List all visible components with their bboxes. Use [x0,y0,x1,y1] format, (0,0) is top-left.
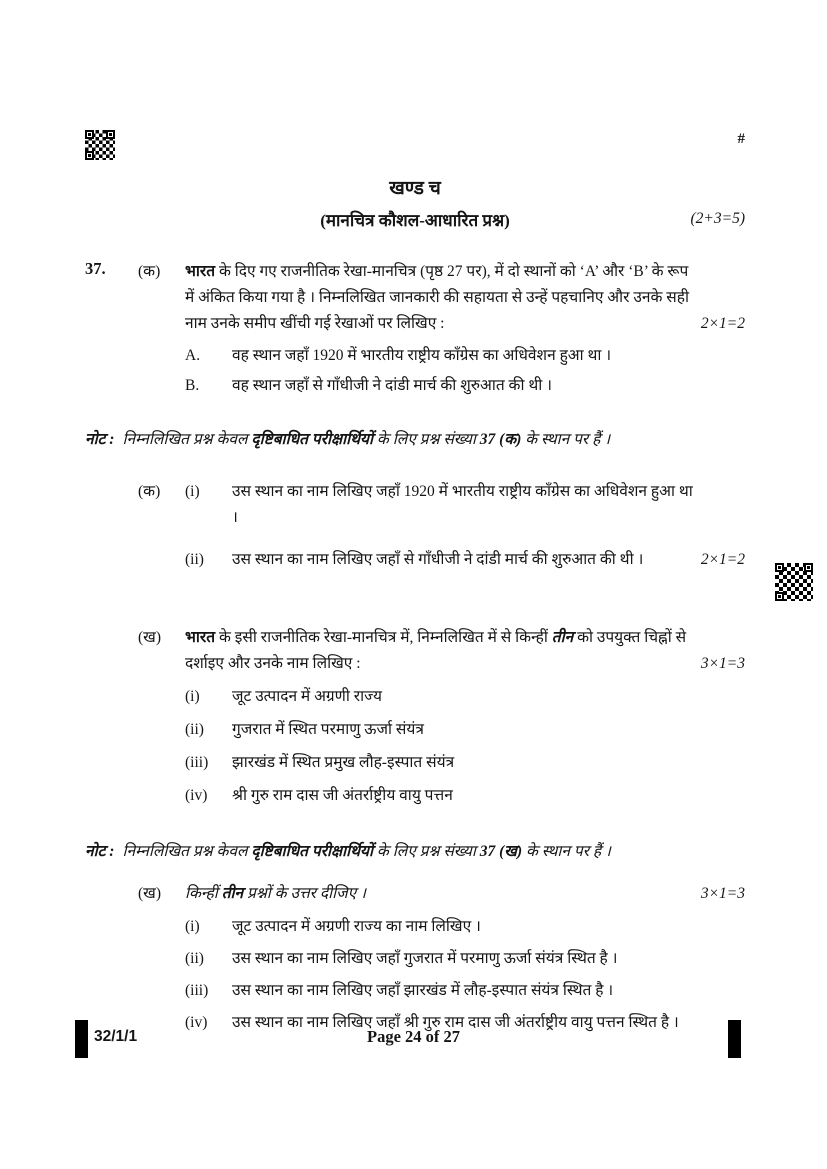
part-b-alt-marks: 3×1=3 [700,885,745,902]
part-b-text-1: के इसी राजनीतिक रेखा-मानचित्र में, निम्नलिखित में से किन्हीं [215,629,552,646]
item-A-text: वह स्थान जहाँ 1920 में भारतीय राष्ट्रीय काँग्रेस का अधिवेशन हुआ था । [232,347,612,364]
section-title: खण्ड च [389,178,441,199]
part-a-text-bold: भारत [185,263,216,280]
part-a-text-rest: के दिए गए राजनीतिक रेखा-मानचित्र (पृष्ठ 27 पर), में दो स्थानों को ‘A’ और ‘B’ के रूप में अंकित किया गया है । निम्नलिखित जानकारी की सहायता से उन्हें पहचानिए और उनके सही नाम उनके समीप खींची गई रेखाओं पर लिखिए : [185,263,689,332]
note-visually-impaired-a [85,427,745,453]
alt-item-ii-label: (ii) [185,551,204,568]
b-item-iv [185,783,693,809]
question-37a-items [85,343,745,399]
b-alt-item-i [185,914,693,940]
page-number: Page 24 of 27 [366,1027,461,1046]
note-text-1: निम्नलिखित प्रश्न केवल [122,431,252,448]
part-b-alt-lead-2: प्रश्नों के उत्तर दीजिए । [243,885,366,902]
note-bold-2: 37 (क) [479,431,522,448]
part-b-alt-lead [185,881,693,907]
part-a-alt-marks: 2×1=2 [700,551,745,568]
b-item-ii [185,717,693,743]
part-b-text-bold: भारत [185,629,216,646]
item-B-text: वह स्थान जहाँ से गाँधीजी ने दांडी मार्च की शुरुआत की थी । [232,377,553,394]
b-item-i-text: जूट उत्पादन में अग्रणी राज्य [232,688,382,705]
part-a-alt-label: (क) [138,483,161,500]
b-item-i-label: (i) [185,688,200,705]
question-37b-items [85,684,745,809]
part-b-alt-lead-teen: तीन [221,885,244,902]
b-item-iii-label: (iii) [185,754,209,771]
question-37a-alt [85,479,745,573]
paper-code: 32/1/1 [94,1028,138,1045]
qr-code-top-left [85,130,115,160]
b-item-i [185,684,693,710]
item-B-label: B. [185,377,200,394]
item-A [185,343,693,369]
b-item-iii-text: झारखंड में स्थित प्रमुख लौह-इस्पात संयंत्र [232,754,455,771]
footer-right-bar [728,1020,741,1058]
b-alt-item-ii [185,946,693,972]
b-item-ii-text: गुजरात में स्थित परमाणु ऊर्जा संयंत्र [232,721,424,738]
part-b-marks: 3×1=3 [700,655,745,672]
question-37a [85,259,745,337]
part-b-text-teen: तीन [551,629,574,646]
note-label: नोट : [85,431,115,448]
b-alt-item-i-text: जूट उत्पादन में अग्रणी राज्य का नाम लिखिए । [232,918,481,935]
b-alt-item-iii [185,978,693,1004]
note-text-3: के स्थान पर हैं । [521,431,611,448]
part-b-alt-lead-1: किन्हीं [185,885,222,902]
part-b-text [185,625,693,677]
note-text-1: निम्नलिखित प्रश्न केवल [122,843,252,860]
page-top-bar [85,130,745,162]
alt-item-ii-text: उस स्थान का नाम लिखिए जहाँ से गाँधीजी ने दांडी मार्च की शुरुआत की थी । [232,551,644,568]
note-label: नोट : [85,843,115,860]
note-bold-2: 37 (ख) [479,843,523,860]
note-bold-1: दृष्टिबाधित परीक्षार्थियों [251,431,374,448]
alt-item-i-label: (i) [185,483,200,500]
page-hash-mark: # [737,131,745,147]
b-alt-item-iii-text: उस स्थान का नाम लिखिए जहाँ झारखंड में लौह-इस्पात संयंत्र स्थित है । [232,982,614,999]
section-subtitle: (मानचित्र कौशल-आधारित प्रश्न) [320,211,510,230]
b-item-iv-text: श्री गुरु राम दास जी अंतर्राष्ट्रीय वायु पत्तन [232,787,453,804]
alt-item-i [185,479,693,531]
part-a-marks: 2×1=2 [700,315,745,332]
question-number: 37. [85,259,106,278]
b-item-iii [185,750,693,776]
item-B [185,373,693,399]
b-item-iv-label: (iv) [185,787,208,804]
note-text-2: के लिए प्रश्न संख्या [373,431,480,448]
part-b-alt-label: (ख) [138,885,162,902]
section-subtitle-row [85,208,745,231]
b-alt-item-ii-text: उस स्थान का नाम लिखिए जहाँ गुजरात में परमाणु ऊर्जा संयंत्र स्थित है । [232,950,618,967]
section-marks: (2+3=5) [690,210,745,227]
part-b-text-2: को उपयुक्त चिह्नों से दर्शाइए और उनके नाम लिखिए : [185,629,687,672]
note-text-3: के स्थान पर हैं । [522,843,611,860]
b-alt-item-iii-label: (iii) [185,982,209,999]
note-bold-1: दृष्टिबाधित परीक्षार्थियों [251,843,374,860]
note-visually-impaired-b [85,839,745,865]
part-a-text [185,259,693,337]
alt-item-i-text: उस स्थान का नाम लिखिए जहाँ 1920 में भारतीय राष्ट्रीय काँग्रेस का अधिवेशन हुआ था । [232,483,693,526]
b-alt-item-iv-text: उस स्थान का नाम लिखिए जहाँ श्री गुरु राम दास जी अंतर्राष्ट्रीय वायु पत्तन स्थित है । [232,1014,679,1031]
b-alt-item-iv-label: (iv) [185,1014,208,1031]
qr-code-right [775,563,813,601]
part-b-label: (ख) [138,629,162,646]
page-content [85,0,745,1036]
b-item-ii-label: (ii) [185,721,204,738]
question-37b-alt [85,881,745,907]
b-alt-item-ii-label: (ii) [185,950,204,967]
alt-item-ii [185,547,693,573]
note-text-2: के लिए प्रश्न संख्या [373,843,480,860]
page-footer [0,1018,827,1062]
part-a-label: (क) [138,263,161,280]
question-37b [85,625,745,677]
b-alt-item-i-label: (i) [185,918,200,935]
item-A-label: A. [185,347,201,364]
